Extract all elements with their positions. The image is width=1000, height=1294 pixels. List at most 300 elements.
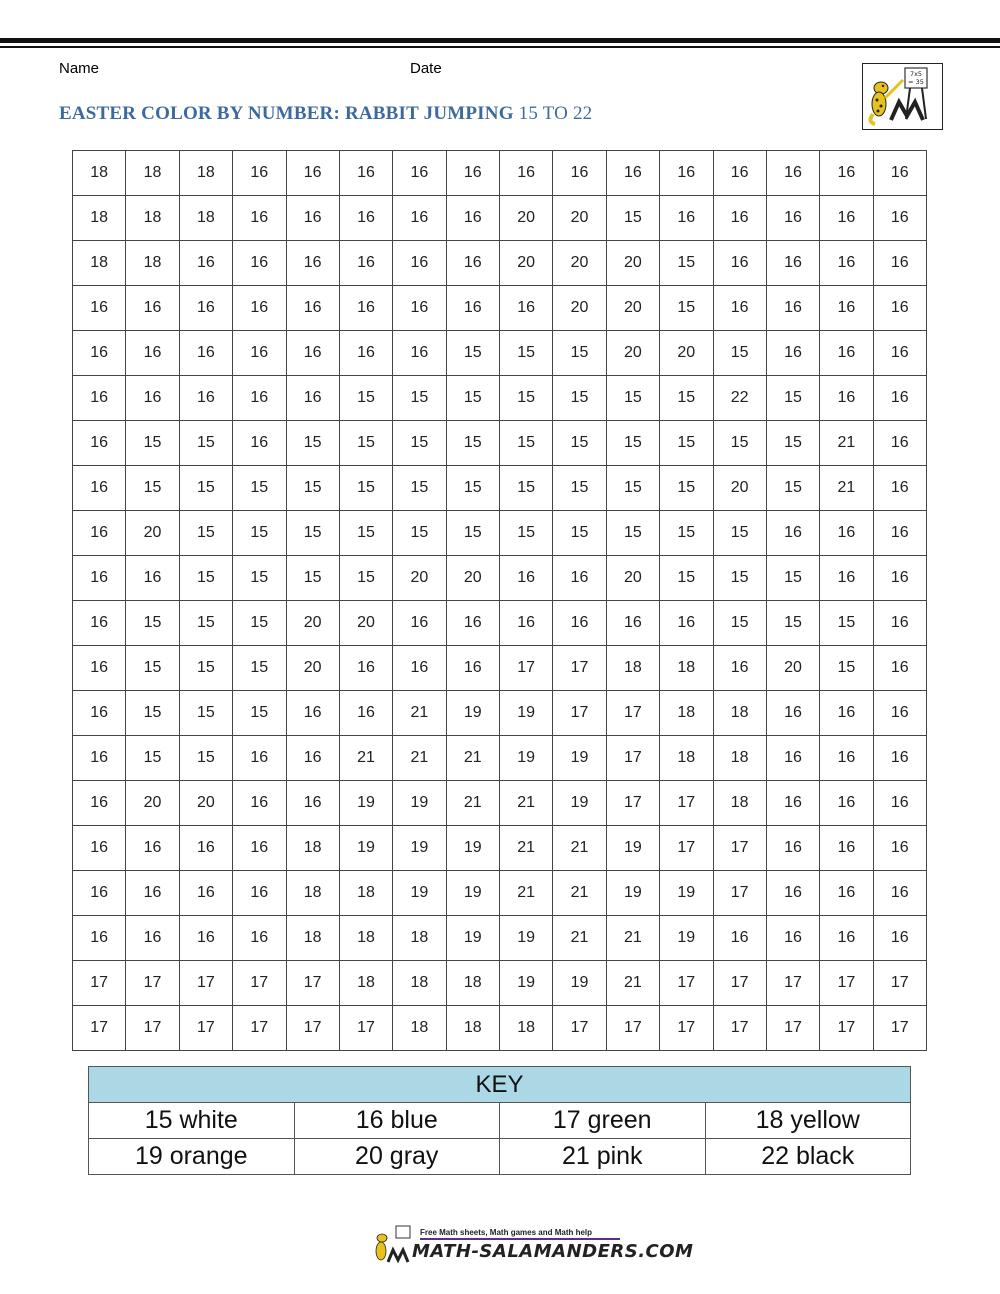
grid-cell[interactable]: 16: [713, 196, 766, 241]
grid-cell[interactable]: 18: [126, 151, 179, 196]
grid-cell[interactable]: 15: [713, 421, 766, 466]
grid-cell[interactable]: 15: [660, 556, 713, 601]
grid-cell[interactable]: 19: [339, 826, 392, 871]
grid-cell[interactable]: 17: [286, 1006, 339, 1051]
grid-cell[interactable]: 17: [660, 961, 713, 1006]
grid-cell[interactable]: 16: [873, 916, 926, 961]
grid-cell[interactable]: 15: [660, 241, 713, 286]
grid-cell[interactable]: 16: [286, 736, 339, 781]
grid-cell[interactable]: 17: [660, 781, 713, 826]
grid-cell[interactable]: 17: [73, 1006, 126, 1051]
grid-cell[interactable]: 16: [500, 151, 553, 196]
grid-cell[interactable]: 16: [713, 241, 766, 286]
grid-cell[interactable]: 21: [393, 691, 446, 736]
grid-cell[interactable]: 15: [713, 511, 766, 556]
grid-cell[interactable]: 16: [286, 691, 339, 736]
grid-cell[interactable]: 15: [233, 601, 286, 646]
grid-cell[interactable]: 19: [446, 826, 499, 871]
grid-cell[interactable]: 16: [233, 331, 286, 376]
grid-cell[interactable]: 20: [339, 601, 392, 646]
grid-cell[interactable]: 18: [660, 691, 713, 736]
grid-cell[interactable]: 16: [126, 331, 179, 376]
grid-cell[interactable]: 15: [233, 511, 286, 556]
grid-cell[interactable]: 19: [553, 781, 606, 826]
grid-cell[interactable]: 16: [820, 376, 873, 421]
grid-cell[interactable]: 20: [179, 781, 232, 826]
grid-cell[interactable]: 15: [393, 421, 446, 466]
grid-cell[interactable]: 16: [873, 646, 926, 691]
grid-cell[interactable]: 17: [713, 826, 766, 871]
grid-cell[interactable]: 16: [393, 331, 446, 376]
grid-cell[interactable]: 15: [606, 196, 659, 241]
grid-cell[interactable]: 16: [606, 151, 659, 196]
grid-cell[interactable]: 16: [820, 871, 873, 916]
grid-cell[interactable]: 15: [126, 691, 179, 736]
grid-cell[interactable]: 16: [660, 196, 713, 241]
grid-cell[interactable]: 16: [820, 781, 873, 826]
grid-cell[interactable]: 16: [233, 781, 286, 826]
grid-cell[interactable]: 15: [660, 376, 713, 421]
grid-cell[interactable]: 15: [500, 511, 553, 556]
grid-cell[interactable]: 18: [446, 1006, 499, 1051]
grid-cell[interactable]: 16: [73, 331, 126, 376]
grid-cell[interactable]: 15: [660, 466, 713, 511]
grid-cell[interactable]: 17: [553, 646, 606, 691]
grid-cell[interactable]: 16: [233, 241, 286, 286]
grid-cell[interactable]: 20: [606, 241, 659, 286]
grid-cell[interactable]: 16: [606, 601, 659, 646]
grid-cell[interactable]: 19: [500, 916, 553, 961]
grid-cell[interactable]: 17: [179, 1006, 232, 1051]
grid-cell[interactable]: 20: [286, 601, 339, 646]
grid-cell[interactable]: 21: [500, 826, 553, 871]
grid-cell[interactable]: 16: [873, 421, 926, 466]
grid-cell[interactable]: 15: [820, 646, 873, 691]
grid-cell[interactable]: 16: [339, 331, 392, 376]
grid-cell[interactable]: 16: [766, 286, 819, 331]
grid-cell[interactable]: 16: [339, 646, 392, 691]
grid-cell[interactable]: 20: [126, 781, 179, 826]
grid-cell[interactable]: 16: [766, 781, 819, 826]
grid-cell[interactable]: 16: [820, 916, 873, 961]
grid-cell[interactable]: 16: [233, 151, 286, 196]
grid-cell[interactable]: 18: [660, 736, 713, 781]
grid-cell[interactable]: 17: [126, 1006, 179, 1051]
grid-cell[interactable]: 17: [660, 826, 713, 871]
grid-cell[interactable]: 18: [660, 646, 713, 691]
grid-cell[interactable]: 15: [339, 376, 392, 421]
grid-cell[interactable]: 16: [820, 826, 873, 871]
grid-cell[interactable]: 18: [126, 241, 179, 286]
grid-cell[interactable]: 16: [553, 151, 606, 196]
grid-cell[interactable]: 17: [553, 1006, 606, 1051]
grid-cell[interactable]: 16: [873, 556, 926, 601]
grid-cell[interactable]: 16: [820, 286, 873, 331]
grid-cell[interactable]: 15: [393, 376, 446, 421]
grid-cell[interactable]: 19: [339, 781, 392, 826]
grid-cell[interactable]: 15: [339, 466, 392, 511]
grid-cell[interactable]: 16: [873, 241, 926, 286]
grid-cell[interactable]: 15: [766, 556, 819, 601]
grid-cell[interactable]: 15: [766, 376, 819, 421]
grid-cell[interactable]: 20: [446, 556, 499, 601]
grid-cell[interactable]: 16: [286, 151, 339, 196]
grid-cell[interactable]: 21: [553, 916, 606, 961]
grid-cell[interactable]: 21: [500, 871, 553, 916]
grid-cell[interactable]: 16: [233, 736, 286, 781]
grid-cell[interactable]: 15: [766, 421, 819, 466]
grid-cell[interactable]: 16: [73, 646, 126, 691]
grid-cell[interactable]: 17: [606, 691, 659, 736]
grid-cell[interactable]: 16: [873, 601, 926, 646]
grid-cell[interactable]: 16: [713, 916, 766, 961]
grid-cell[interactable]: 15: [126, 466, 179, 511]
grid-cell[interactable]: 21: [339, 736, 392, 781]
grid-cell[interactable]: 16: [393, 151, 446, 196]
grid-cell[interactable]: 18: [339, 961, 392, 1006]
grid-cell[interactable]: 15: [179, 466, 232, 511]
grid-cell[interactable]: 16: [873, 511, 926, 556]
grid-cell[interactable]: 18: [393, 1006, 446, 1051]
grid-cell[interactable]: 20: [606, 556, 659, 601]
grid-cell[interactable]: 16: [126, 286, 179, 331]
grid-cell[interactable]: 15: [179, 421, 232, 466]
grid-cell[interactable]: 17: [606, 781, 659, 826]
grid-cell[interactable]: 16: [179, 331, 232, 376]
grid-cell[interactable]: 16: [873, 736, 926, 781]
grid-cell[interactable]: 15: [393, 511, 446, 556]
grid-cell[interactable]: 17: [179, 961, 232, 1006]
grid-cell[interactable]: 17: [286, 961, 339, 1006]
grid-cell[interactable]: 16: [126, 916, 179, 961]
grid-cell[interactable]: 16: [179, 241, 232, 286]
grid-cell[interactable]: 15: [553, 466, 606, 511]
grid-cell[interactable]: 15: [446, 511, 499, 556]
grid-cell[interactable]: 16: [393, 286, 446, 331]
grid-cell[interactable]: 16: [233, 196, 286, 241]
grid-cell[interactable]: 17: [606, 1006, 659, 1051]
grid-cell[interactable]: 20: [126, 511, 179, 556]
grid-cell[interactable]: 20: [606, 331, 659, 376]
grid-cell[interactable]: 18: [73, 151, 126, 196]
grid-cell[interactable]: 15: [286, 556, 339, 601]
grid-cell[interactable]: 17: [820, 961, 873, 1006]
grid-cell[interactable]: 19: [500, 961, 553, 1006]
grid-cell[interactable]: 16: [286, 241, 339, 286]
grid-cell[interactable]: 21: [553, 871, 606, 916]
grid-cell[interactable]: 20: [606, 286, 659, 331]
grid-cell[interactable]: 21: [500, 781, 553, 826]
grid-cell[interactable]: 18: [286, 826, 339, 871]
grid-cell[interactable]: 20: [286, 646, 339, 691]
grid-cell[interactable]: 16: [873, 286, 926, 331]
grid-cell[interactable]: 16: [766, 241, 819, 286]
grid-cell[interactable]: 16: [339, 241, 392, 286]
grid-cell[interactable]: 15: [233, 466, 286, 511]
grid-cell[interactable]: 21: [606, 916, 659, 961]
grid-cell[interactable]: 19: [660, 871, 713, 916]
grid-cell[interactable]: 16: [286, 781, 339, 826]
grid-cell[interactable]: 18: [606, 646, 659, 691]
grid-cell[interactable]: 19: [446, 691, 499, 736]
grid-cell[interactable]: 19: [446, 916, 499, 961]
grid-cell[interactable]: 18: [393, 961, 446, 1006]
grid-cell[interactable]: 18: [179, 151, 232, 196]
grid-cell[interactable]: 16: [286, 376, 339, 421]
grid-cell[interactable]: 15: [179, 691, 232, 736]
grid-cell[interactable]: 22: [713, 376, 766, 421]
grid-cell[interactable]: 16: [873, 466, 926, 511]
grid-cell[interactable]: 15: [606, 421, 659, 466]
grid-cell[interactable]: 16: [500, 286, 553, 331]
grid-cell[interactable]: 15: [660, 511, 713, 556]
grid-cell[interactable]: 19: [393, 826, 446, 871]
grid-cell[interactable]: 18: [446, 961, 499, 1006]
grid-cell[interactable]: 16: [873, 151, 926, 196]
grid-cell[interactable]: 15: [713, 556, 766, 601]
grid-cell[interactable]: 17: [713, 961, 766, 1006]
grid-cell[interactable]: 16: [233, 871, 286, 916]
grid-cell[interactable]: 16: [339, 196, 392, 241]
grid-cell[interactable]: 15: [766, 466, 819, 511]
grid-cell[interactable]: 16: [126, 826, 179, 871]
grid-cell[interactable]: 15: [179, 736, 232, 781]
grid-cell[interactable]: 16: [233, 421, 286, 466]
grid-cell[interactable]: 16: [339, 691, 392, 736]
grid-cell[interactable]: 15: [179, 511, 232, 556]
grid-cell[interactable]: 18: [286, 916, 339, 961]
grid-cell[interactable]: 15: [500, 331, 553, 376]
grid-cell[interactable]: 16: [766, 196, 819, 241]
grid-cell[interactable]: 18: [713, 781, 766, 826]
grid-cell[interactable]: 15: [820, 601, 873, 646]
grid-cell[interactable]: 16: [179, 916, 232, 961]
grid-cell[interactable]: 16: [713, 286, 766, 331]
grid-cell[interactable]: 21: [393, 736, 446, 781]
grid-cell[interactable]: 17: [873, 961, 926, 1006]
grid-cell[interactable]: 16: [766, 511, 819, 556]
grid-cell[interactable]: 16: [233, 376, 286, 421]
grid-cell[interactable]: 16: [73, 601, 126, 646]
grid-cell[interactable]: 16: [73, 421, 126, 466]
grid-cell[interactable]: 16: [179, 826, 232, 871]
grid-cell[interactable]: 16: [446, 646, 499, 691]
grid-cell[interactable]: 18: [339, 916, 392, 961]
grid-cell[interactable]: 19: [446, 871, 499, 916]
grid-cell[interactable]: 15: [553, 421, 606, 466]
grid-cell[interactable]: 18: [393, 916, 446, 961]
grid-cell[interactable]: 15: [660, 286, 713, 331]
grid-cell[interactable]: 17: [766, 1006, 819, 1051]
grid-cell[interactable]: 16: [713, 646, 766, 691]
grid-cell[interactable]: 16: [873, 826, 926, 871]
grid-cell[interactable]: 15: [553, 376, 606, 421]
grid-cell[interactable]: 16: [233, 286, 286, 331]
grid-cell[interactable]: 16: [73, 466, 126, 511]
grid-cell[interactable]: 15: [500, 421, 553, 466]
grid-cell[interactable]: 16: [286, 331, 339, 376]
grid-cell[interactable]: 18: [73, 196, 126, 241]
grid-cell[interactable]: 15: [660, 421, 713, 466]
grid-cell[interactable]: 16: [393, 646, 446, 691]
grid-cell[interactable]: 20: [766, 646, 819, 691]
grid-cell[interactable]: 16: [820, 736, 873, 781]
grid-cell[interactable]: 15: [446, 466, 499, 511]
grid-cell[interactable]: 21: [606, 961, 659, 1006]
grid-cell[interactable]: 16: [553, 601, 606, 646]
grid-cell[interactable]: 19: [393, 871, 446, 916]
grid-cell[interactable]: 16: [73, 376, 126, 421]
grid-cell[interactable]: 15: [126, 601, 179, 646]
grid-cell[interactable]: 21: [553, 826, 606, 871]
grid-cell[interactable]: 16: [766, 826, 819, 871]
grid-cell[interactable]: 16: [766, 151, 819, 196]
grid-cell[interactable]: 18: [179, 196, 232, 241]
grid-cell[interactable]: 16: [660, 151, 713, 196]
grid-cell[interactable]: 19: [606, 871, 659, 916]
grid-cell[interactable]: 16: [339, 151, 392, 196]
grid-cell[interactable]: 18: [126, 196, 179, 241]
grid-cell[interactable]: 15: [606, 466, 659, 511]
grid-cell[interactable]: 16: [446, 286, 499, 331]
grid-cell[interactable]: 16: [73, 556, 126, 601]
grid-cell[interactable]: 16: [393, 241, 446, 286]
grid-cell[interactable]: 16: [286, 196, 339, 241]
grid-cell[interactable]: 16: [339, 286, 392, 331]
grid-cell[interactable]: 17: [73, 961, 126, 1006]
grid-cell[interactable]: 15: [446, 331, 499, 376]
grid-cell[interactable]: 16: [766, 871, 819, 916]
grid-cell[interactable]: 20: [553, 241, 606, 286]
grid-cell[interactable]: 16: [73, 826, 126, 871]
grid-cell[interactable]: 15: [339, 511, 392, 556]
grid-cell[interactable]: 16: [820, 151, 873, 196]
grid-cell[interactable]: 15: [179, 601, 232, 646]
grid-cell[interactable]: 19: [500, 736, 553, 781]
grid-cell[interactable]: 16: [126, 376, 179, 421]
grid-cell[interactable]: 16: [820, 241, 873, 286]
grid-cell[interactable]: 17: [553, 691, 606, 736]
grid-cell[interactable]: 16: [820, 331, 873, 376]
grid-cell[interactable]: 18: [339, 871, 392, 916]
grid-cell[interactable]: 18: [286, 871, 339, 916]
grid-cell[interactable]: 16: [873, 376, 926, 421]
grid-cell[interactable]: 16: [446, 241, 499, 286]
grid-cell[interactable]: 15: [286, 466, 339, 511]
grid-cell[interactable]: 15: [713, 331, 766, 376]
grid-cell[interactable]: 15: [393, 466, 446, 511]
grid-cell[interactable]: 16: [500, 556, 553, 601]
grid-cell[interactable]: 15: [446, 421, 499, 466]
grid-cell[interactable]: 16: [73, 916, 126, 961]
grid-cell[interactable]: 17: [233, 961, 286, 1006]
grid-cell[interactable]: 16: [873, 781, 926, 826]
grid-cell[interactable]: 16: [820, 196, 873, 241]
grid-cell[interactable]: 21: [446, 781, 499, 826]
grid-cell[interactable]: 16: [660, 601, 713, 646]
grid-cell[interactable]: 20: [500, 241, 553, 286]
grid-cell[interactable]: 16: [500, 601, 553, 646]
grid-cell[interactable]: 16: [179, 286, 232, 331]
grid-cell[interactable]: 16: [126, 556, 179, 601]
grid-cell[interactable]: 18: [73, 241, 126, 286]
grid-cell[interactable]: 17: [126, 961, 179, 1006]
grid-cell[interactable]: 17: [500, 646, 553, 691]
grid-cell[interactable]: 15: [179, 556, 232, 601]
grid-cell[interactable]: 18: [713, 691, 766, 736]
grid-cell[interactable]: 15: [766, 601, 819, 646]
grid-cell[interactable]: 20: [553, 196, 606, 241]
grid-cell[interactable]: 15: [286, 421, 339, 466]
grid-cell[interactable]: 15: [500, 376, 553, 421]
grid-cell[interactable]: 19: [606, 826, 659, 871]
grid-cell[interactable]: 16: [233, 916, 286, 961]
grid-cell[interactable]: 16: [73, 871, 126, 916]
grid-cell[interactable]: 20: [553, 286, 606, 331]
grid-cell[interactable]: 16: [873, 691, 926, 736]
grid-cell[interactable]: 16: [446, 151, 499, 196]
grid-cell[interactable]: 17: [820, 1006, 873, 1051]
grid-cell[interactable]: 19: [553, 736, 606, 781]
grid-cell[interactable]: 15: [713, 601, 766, 646]
grid-cell[interactable]: 16: [766, 331, 819, 376]
grid-cell[interactable]: 19: [393, 781, 446, 826]
grid-cell[interactable]: 15: [606, 511, 659, 556]
grid-cell[interactable]: 19: [500, 691, 553, 736]
grid-cell[interactable]: 15: [553, 511, 606, 556]
grid-cell[interactable]: 16: [286, 286, 339, 331]
grid-cell[interactable]: 17: [233, 1006, 286, 1051]
grid-cell[interactable]: 16: [820, 511, 873, 556]
grid-cell[interactable]: 17: [713, 871, 766, 916]
grid-cell[interactable]: 16: [179, 871, 232, 916]
grid-cell[interactable]: 15: [233, 646, 286, 691]
grid-cell[interactable]: 17: [766, 961, 819, 1006]
grid-cell[interactable]: 16: [766, 691, 819, 736]
grid-cell[interactable]: 18: [500, 1006, 553, 1051]
grid-cell[interactable]: 15: [126, 646, 179, 691]
grid-cell[interactable]: 15: [126, 421, 179, 466]
grid-cell[interactable]: 15: [606, 376, 659, 421]
grid-cell[interactable]: 15: [339, 556, 392, 601]
grid-cell[interactable]: 16: [766, 736, 819, 781]
grid-cell[interactable]: 21: [820, 421, 873, 466]
grid-cell[interactable]: 20: [393, 556, 446, 601]
grid-cell[interactable]: 21: [446, 736, 499, 781]
grid-cell[interactable]: 16: [873, 196, 926, 241]
grid-cell[interactable]: 15: [500, 466, 553, 511]
grid-cell[interactable]: 16: [126, 871, 179, 916]
grid-cell[interactable]: 21: [820, 466, 873, 511]
grid-cell[interactable]: 16: [713, 151, 766, 196]
grid-cell[interactable]: 16: [73, 781, 126, 826]
grid-cell[interactable]: 16: [393, 601, 446, 646]
grid-cell[interactable]: 16: [73, 736, 126, 781]
grid-cell[interactable]: 19: [660, 916, 713, 961]
grid-cell[interactable]: 15: [233, 556, 286, 601]
grid-cell[interactable]: 16: [820, 691, 873, 736]
grid-cell[interactable]: 15: [233, 691, 286, 736]
grid-cell[interactable]: 15: [126, 736, 179, 781]
grid-cell[interactable]: 18: [713, 736, 766, 781]
grid-cell[interactable]: 16: [873, 331, 926, 376]
grid-cell[interactable]: 15: [179, 646, 232, 691]
grid-cell[interactable]: 16: [393, 196, 446, 241]
grid-cell[interactable]: 15: [286, 511, 339, 556]
grid-cell[interactable]: 16: [766, 916, 819, 961]
grid-cell[interactable]: 16: [73, 691, 126, 736]
grid-cell[interactable]: 20: [713, 466, 766, 511]
